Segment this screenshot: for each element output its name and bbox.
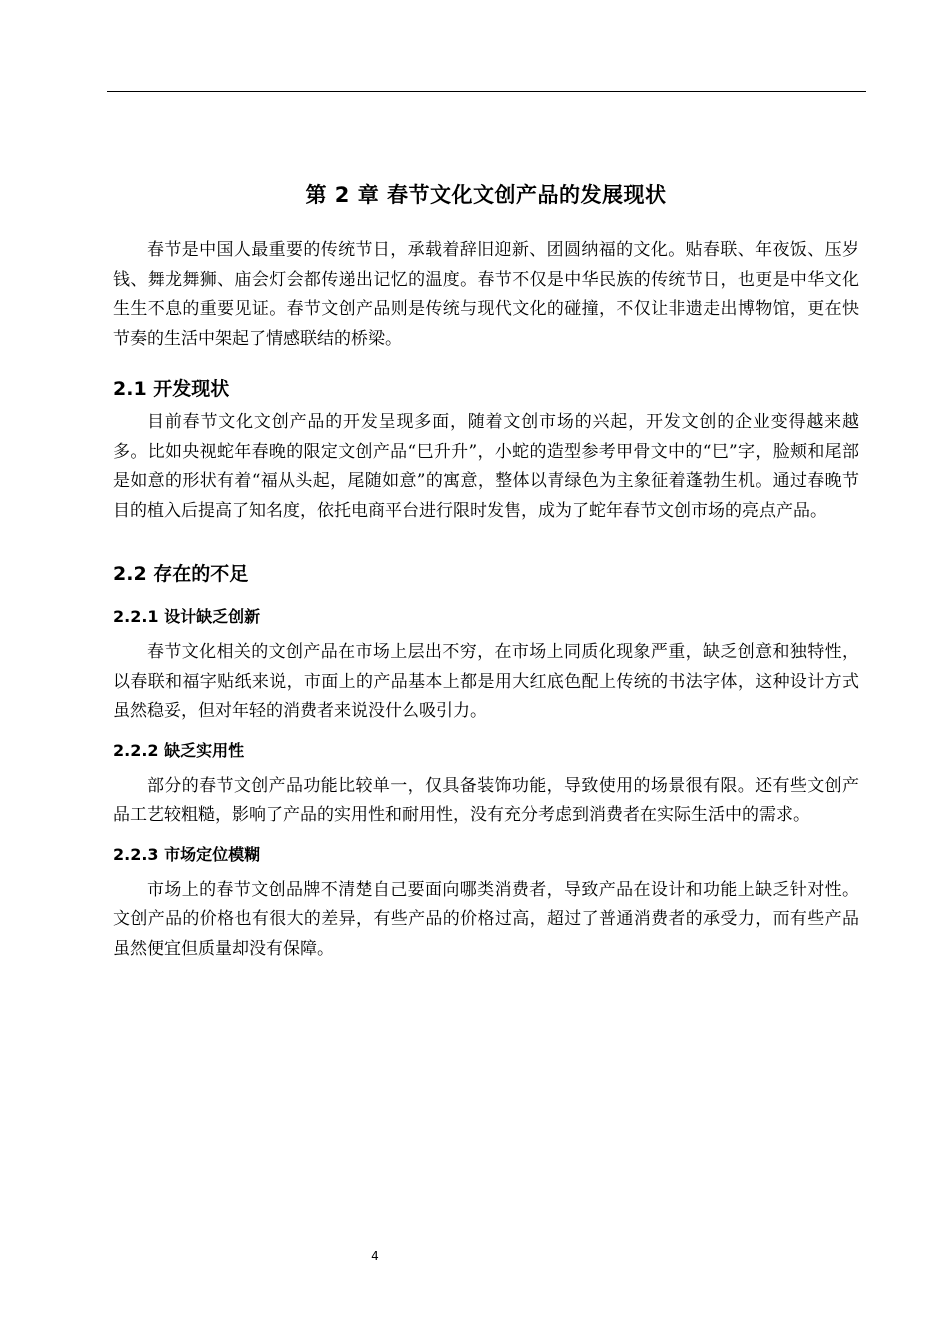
section-2-1-heading: 2.1 开发现状 xyxy=(113,378,230,400)
section-2-2-3-heading: 2.2.3 市场定位模糊 xyxy=(113,844,261,864)
page-number: 4 xyxy=(371,1249,379,1263)
section-2-1-paragraph: 目前春节文化文创产品的开发呈现多面，随着文创市场的兴起，开发文创的企业变得越来越多。比如央视蛇年春晚的限定文创产品“巳升升”，小蛇的造型参考甲骨文中的“巳”字，脸颊和尾部是如意的形状有着“福从头起，尾随如意”的寓意，整体以青绿色为主象征着蓬勃生机。通过春晚节目的植入后提高了知名度，依托电商平台进行限时发售，成为了蛇年春节文创市场的亮点产品。 xyxy=(113,412,859,521)
section-2-2-1-heading: 2.2.1 设计缺乏创新 xyxy=(113,607,261,626)
chapter-intro-paragraph: 春节是中国人最重要的传统节日，承载着辞旧迎新、团圆纳福的文化。贴春联、年夜饭、压岁钱、舞龙舞狮、庙会灯会都传递出记忆的温度。春节不仅是中华民族的传统节日，也更是中华文化生生不息的重要见证。春节文创产品则是传统与现代文化的碰撞，不仅让非遗走出博物馆，更在快节奏的生活中架起了情感联结的桥梁。 xyxy=(113,240,859,349)
page-number-footer xyxy=(0,1249,950,1263)
section-2-2-3-paragraph: 市场上的春节文创品牌不清楚自己要面向哪类消费者，导致产品在设计和功能上缺乏针对性。文创产品的价格也有很大的差异，有些产品的价格过高，超过了普通消费者的承受力，而有些产品虽然便宜但质量却没有保障。 xyxy=(113,879,859,959)
page-content xyxy=(113,178,859,964)
chapter-title: 第 2 章 春节文化文创产品的发展现状 xyxy=(305,183,667,207)
section-2-2-2-paragraph: 部分的春节文创产品功能比较单一，仅具备装饰功能，导致使用的场景很有限。还有些文创产品工艺较粗糙，影响了产品的实用性和耐用性，没有充分考虑到消费者在实际生活中的需求。 xyxy=(113,775,859,825)
header-rule xyxy=(107,91,866,92)
section-2-2-1-paragraph: 春节文化相关的文创产品在市场上层出不穷，在市场上同质化现象严重，缺乏创意和独特性，以春联和福字贴纸来说，市面上的产品基本上都是用大红底色配上传统的书法字体，这种设计方式虽然稳妥，但对年轻的消费者来说没什么吸引力。 xyxy=(113,642,859,721)
section-2-2-heading: 2.2 存在的不足 xyxy=(113,563,249,585)
section-2-2-2-heading: 2.2.2 缺乏实用性 xyxy=(113,740,245,760)
